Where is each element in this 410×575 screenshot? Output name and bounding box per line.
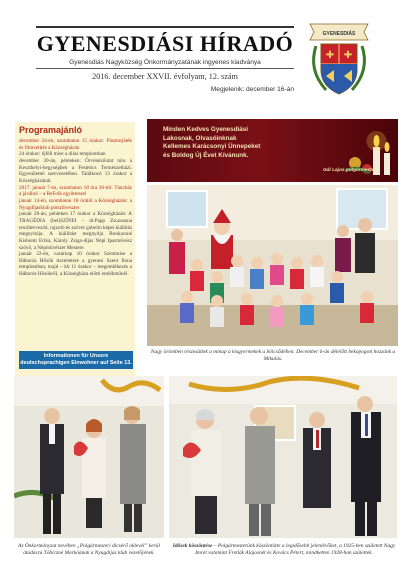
program-list xyxy=(19,138,132,278)
svg-text:✚: ✚ xyxy=(325,50,335,61)
sidebar-title: Programajánló xyxy=(19,125,83,135)
program-item: január 20-án, pénteken 17 órakor a Községházán: A TRAGÉDIA (bel)SZÍNEI – dr.Papp Zsuzsanna textilterveződ, rajzoló és szövet gobelin képei kiállítás megnyitója. A kiállítást megnyitja Bonkacsné Kishonti Erika, Károly Zsiga-díjas Népi Iparművész szövő, a Népművészet Mestere. xyxy=(19,211,132,251)
program-item: január 14-én, szombaton 18 órától a Községházán: a Nyugdíjasklub pótszilveszter xyxy=(19,197,132,211)
christmas-greeting-banner xyxy=(147,119,398,182)
masthead-rule-top xyxy=(36,26,294,28)
kindergarten-group-photo xyxy=(147,185,398,346)
elderly-caption-text: – Polgármesterünk köszöntötte a legidősebb jelenlévőket, a 1925-ben született Nagy Imrét valamint Fretlák Alajosnét és Kovács Pétert, mindketten 1928-ban születtek. xyxy=(195,543,396,556)
greeting-line: Kellemes Karácsonyi Ünnepeket xyxy=(163,143,261,151)
crest-label: GYENESDIÁS xyxy=(322,31,356,37)
program-sidebar xyxy=(15,122,135,387)
program-item: 24 órakor: éjféli mise a diási templomban xyxy=(19,151,106,158)
elderly-caption xyxy=(172,543,396,556)
program-item: január 22-én, vasárnap 10 órakor Szentmise a Háborús Hősök tiszteletére a gyenesi Szent Ilona templomban, majd – kb 11 órakor – megemlékezés a Háborús Hősökről, a Községháza előtti emlékműnél. xyxy=(19,251,132,278)
svg-text:✚: ✚ xyxy=(343,50,353,61)
newspaper-subtitle: Gyenesdiás Nagyközség Önkormányzatának ingyenes kiadványa xyxy=(69,59,261,66)
greeting-line: és Boldog Új Évet Kívánunk. xyxy=(163,151,249,159)
program-item: december 24-én, szombaton 15 órakor: Pásztorjáték és filmvetítés a Községházán xyxy=(19,138,132,151)
issue-info: 2016. december XXVII. évfolyam, 12. szám xyxy=(92,72,238,81)
elderly-greeting-photo xyxy=(169,376,397,538)
german-info-box: Informationen für Unsere deutschsprachigen Einwohner auf Seite 13. xyxy=(19,351,133,369)
coat-of-arms-icon xyxy=(306,18,372,98)
award-caption: Az Önkormányzat nevében „Polgármesteri dicsérő oklevél” kerül átadásra Tóbiczné Markóának a Nyugdíjas klub vezetőjének. xyxy=(18,543,160,556)
publication-date: Megjelenik: december 16-án xyxy=(210,86,294,93)
greeting-line: Lakosnak, Olvasóinknak xyxy=(163,134,237,142)
newspaper-title: GYENESDIÁSI HÍRADÓ xyxy=(36,31,294,56)
elderly-caption-title: Idősek köszöntése xyxy=(172,543,213,549)
program-item: december 30-án, pénteken: Örvénézőutat túra a Keszthelyi-hegységben a Festetics Természetházi. Egyesülettel szervezetében. Találkozó 13 órakor a Községházánál. xyxy=(19,157,132,184)
award-ceremony-photo xyxy=(14,376,164,538)
elderly-photo-image xyxy=(169,376,397,538)
masthead-rule-bottom xyxy=(36,68,294,69)
kindergarten-caption: Nagy örömben részesültek a minap a kisgyermekek a bölcsődében. December 6-án délelőtt bekopogott hozzánk a Mikulás. xyxy=(150,349,396,362)
greeting-text xyxy=(163,126,343,160)
greeting-line: Minden Kedves Gyenesdiási xyxy=(163,126,249,133)
kindergarten-photo-image xyxy=(147,185,398,346)
greeting-signature: Gál Lajos polgármester xyxy=(323,168,377,173)
program-item: 2017. január 7-én, szombaton 18 óra 30-tól: Táncház a jávábol – a ReFolk együttessel xyxy=(19,184,132,198)
award-photo-image xyxy=(14,376,164,538)
